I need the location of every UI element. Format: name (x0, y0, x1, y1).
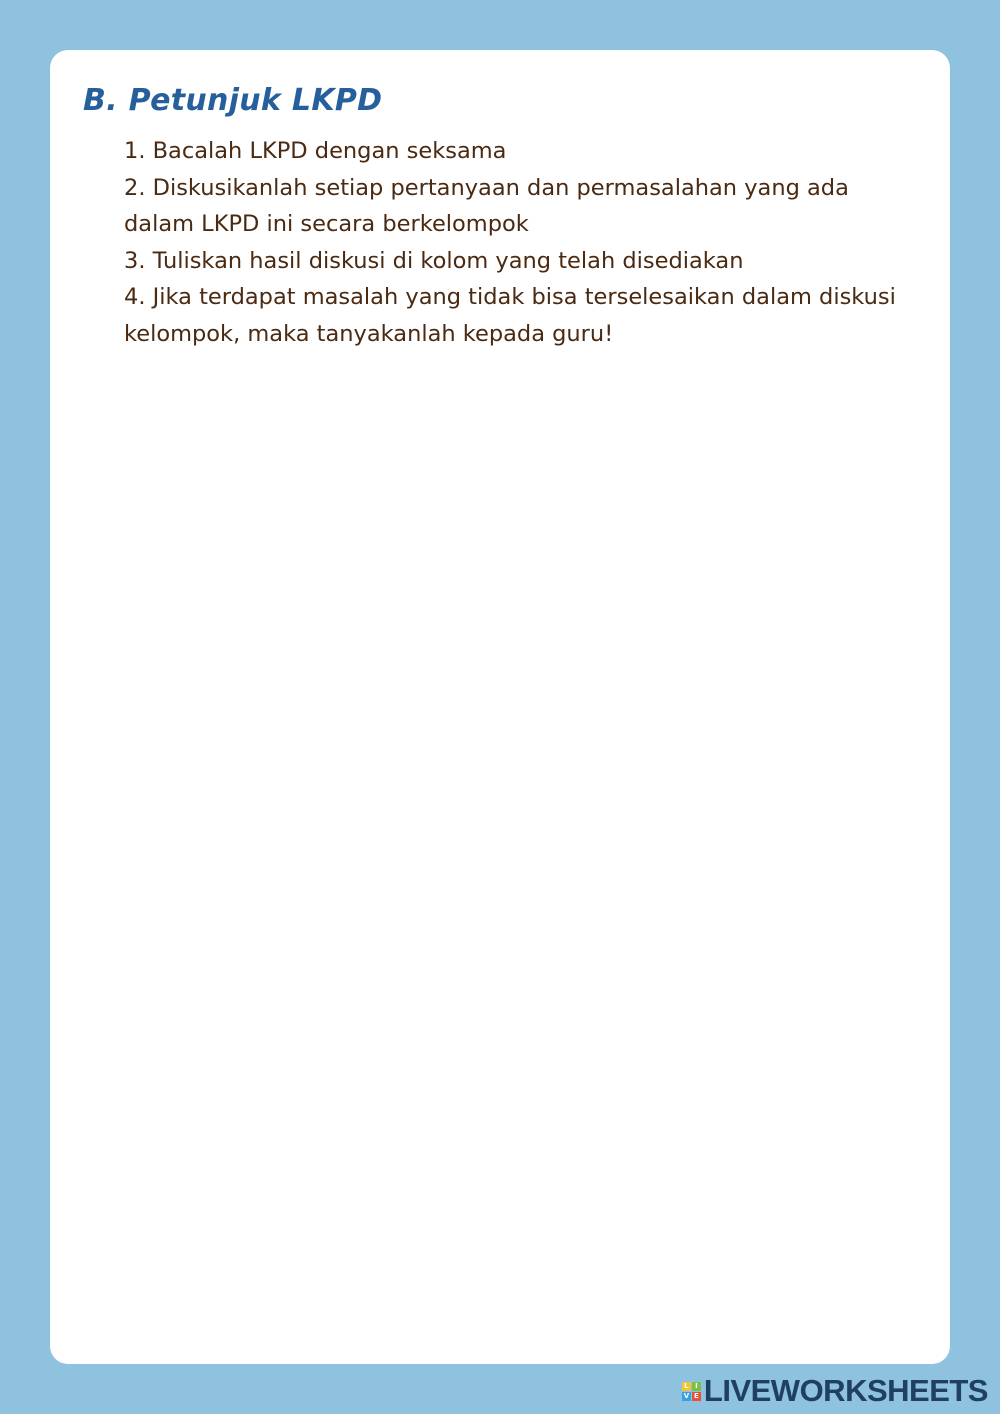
logo-letter-l: L (682, 1382, 691, 1391)
worksheet-page (50, 50, 950, 1364)
instruction-item: 2. Diskusikanlah setiap pertanyaan dan permasalahan yang ada dalam LKPD ini secara berkelompok (124, 174, 849, 237)
instruction-item: 1. Bacalah LKPD dengan seksama (124, 138, 507, 164)
section-heading: B. Petunjuk LKPD (83, 83, 383, 118)
instruction-item: 4. Jika terdapat masalah yang tidak bisa terselesaikan dalam diskusi kelompok, maka tanyakanlah kepada guru! (124, 284, 896, 347)
logo-text: LIVEWORKSHEETS (703, 1373, 988, 1408)
logo-letter-e: E (692, 1392, 701, 1401)
liveworksheets-logo[interactable] (682, 1374, 988, 1408)
liveworksheets-logo-icon (682, 1382, 701, 1401)
logo-letter-i: I (692, 1382, 701, 1391)
logo-letter-v: V (683, 1391, 690, 1400)
instruction-item: 3. Tuliskan hasil diskusi di kolom yang telah disediakan (124, 247, 744, 274)
instructions-list (124, 133, 924, 352)
